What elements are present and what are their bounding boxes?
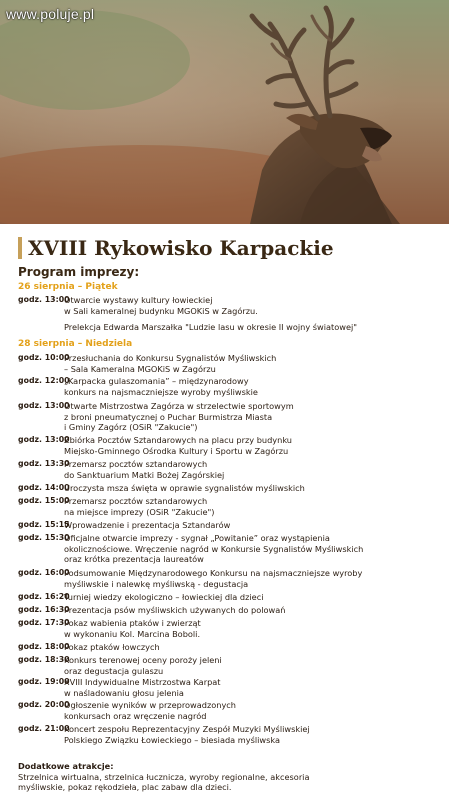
event-time: godz. 15:00 [18, 496, 70, 505]
extras-text: Strzelnica wirtualna, strzelnica łucznicza, wyroby regionalne, akcesoria myśliwskie, pokaz rękodzieła, plac zabaw dla dzieci. [18, 772, 310, 793]
program-section [0, 224, 449, 800]
event-time: godz. 10:00 [18, 353, 70, 362]
event-description: Pokaz ptaków łowczych [64, 642, 160, 652]
event-time: godz. 12:00 [18, 376, 70, 385]
event-time: godz. 18:30 [18, 655, 70, 664]
event-time: godz. 13:00 [18, 435, 70, 444]
event-time: godz. 19:00 [18, 677, 70, 686]
program-heading: Program imprezy: [18, 265, 140, 279]
event-time: godz. 15:30 [18, 533, 70, 542]
event-description: Podsumowanie Międzynarodowego Konkursu na najsmaczniejsze wyroby myśliwskie i nalewkę myśliwską - degustacja [64, 568, 363, 589]
event-description: Prezentacja psów myśliwskich używanych do polowań [64, 605, 286, 615]
deer-photo [0, 0, 449, 224]
event-description: Prelekcja Edwarda Marszałka "Ludzie lasu w okresie II wojny światowej" [64, 322, 358, 332]
header-photo [0, 0, 449, 224]
event-time: godz. 13:00 [18, 401, 70, 410]
event-time: godz. 20:00 [18, 700, 70, 709]
page-title: XVIII Rykowisko Karpackie [28, 236, 334, 260]
title-accent-bar [18, 237, 22, 259]
watermark: www.poluje.pl [6, 6, 95, 22]
event-time: godz. 13:30 [18, 459, 70, 468]
event-description: Wprowadzenie i prezentacja Sztandarów [64, 520, 231, 530]
event-time: godz. 15:15 [18, 520, 70, 529]
event-time: godz. 14:00 [18, 483, 70, 492]
event-description: Oficjalne otwarcie imprezy - sygnał „Powitanie” oraz wystąpienia okolicznościowe. Wręczenie nagród w Konkursie Sygnalistów Myśliwskich oraz krótka prezentacja laureatów [64, 533, 364, 565]
event-time: godz. 16:30 [18, 605, 70, 614]
event-description: Przemarsz pocztów sztandarowych na miejsce imprezy (OSiR "Zakucie") [64, 496, 215, 517]
event-description: Ogłoszenie wyników w przeprowadzonych konkursach oraz wręczenie nagród [64, 700, 236, 721]
day-header: 28 sierpnia – Niedziela [18, 339, 133, 349]
event-description: Otwarcie wystawy kultury łowieckiej w Sali kameralnej budynku MGOKiS w Zagórzu. [64, 295, 258, 316]
event-description: Uroczysta msza święta w oprawie sygnalistów myśliwskich [64, 483, 305, 493]
event-description: „Karpacka gulaszomania” – międzynarodowy konkurs na najsmaczniejsze wyroby myśliwskie [64, 376, 258, 397]
event-description: XVIII Indywidualne Mistrzostwa Karpat w naśladowaniu głosu jelenia [64, 677, 221, 698]
event-description: Przemarsz pocztów sztandarowych do Sanktuarium Matki Bożej Zagórskiej [64, 459, 225, 480]
event-description: Konkurs terenowej oceny poroży jeleni oraz degustacja gulaszu [64, 655, 222, 676]
event-description: Przesłuchania do Konkursu Sygnalistów Myśliwskich – Sala Kameralna MGOKiS w Zagórzu [64, 353, 277, 374]
event-time: godz. 17:30 [18, 618, 70, 627]
event-description: Zbiórka Pocztów Sztandarowych na placu przy budynku Miejsko-Gminnego Ośrodka Kultury i Sportu w Zagórzu [64, 435, 292, 456]
event-description: Koncert zespołu Reprezentacyjny Zespół Muzyki Myśliwskiej Polskiego Związku Łowieckiego – biesiada myśliwska [64, 724, 310, 745]
event-time: godz. 16:20 [18, 592, 70, 601]
event-time: godz. 13:00 [18, 295, 70, 304]
event-description: Pokaz wabienia ptaków i zwierząt w wykonaniu Kol. Marcina Boboli. [64, 618, 201, 639]
event-time: godz. 21:00 [18, 724, 70, 733]
event-description: Turniej wiedzy ekologiczno – łowieckiej dla dzieci [64, 592, 264, 602]
event-description: Otwarte Mistrzostwa Zagórza w strzelectwie sportowym z broni pneumatycznej o Puchar Burmistrza Miasta i Gminy Zagórz (OSiR "Zakucie") [64, 401, 294, 433]
event-time: godz. 16:00 [18, 568, 70, 577]
extras-heading: Dodatkowe atrakcje: [18, 761, 114, 771]
event-time: godz. 18:00 [18, 642, 70, 651]
day-header: 26 sierpnia – Piątek [18, 282, 118, 292]
